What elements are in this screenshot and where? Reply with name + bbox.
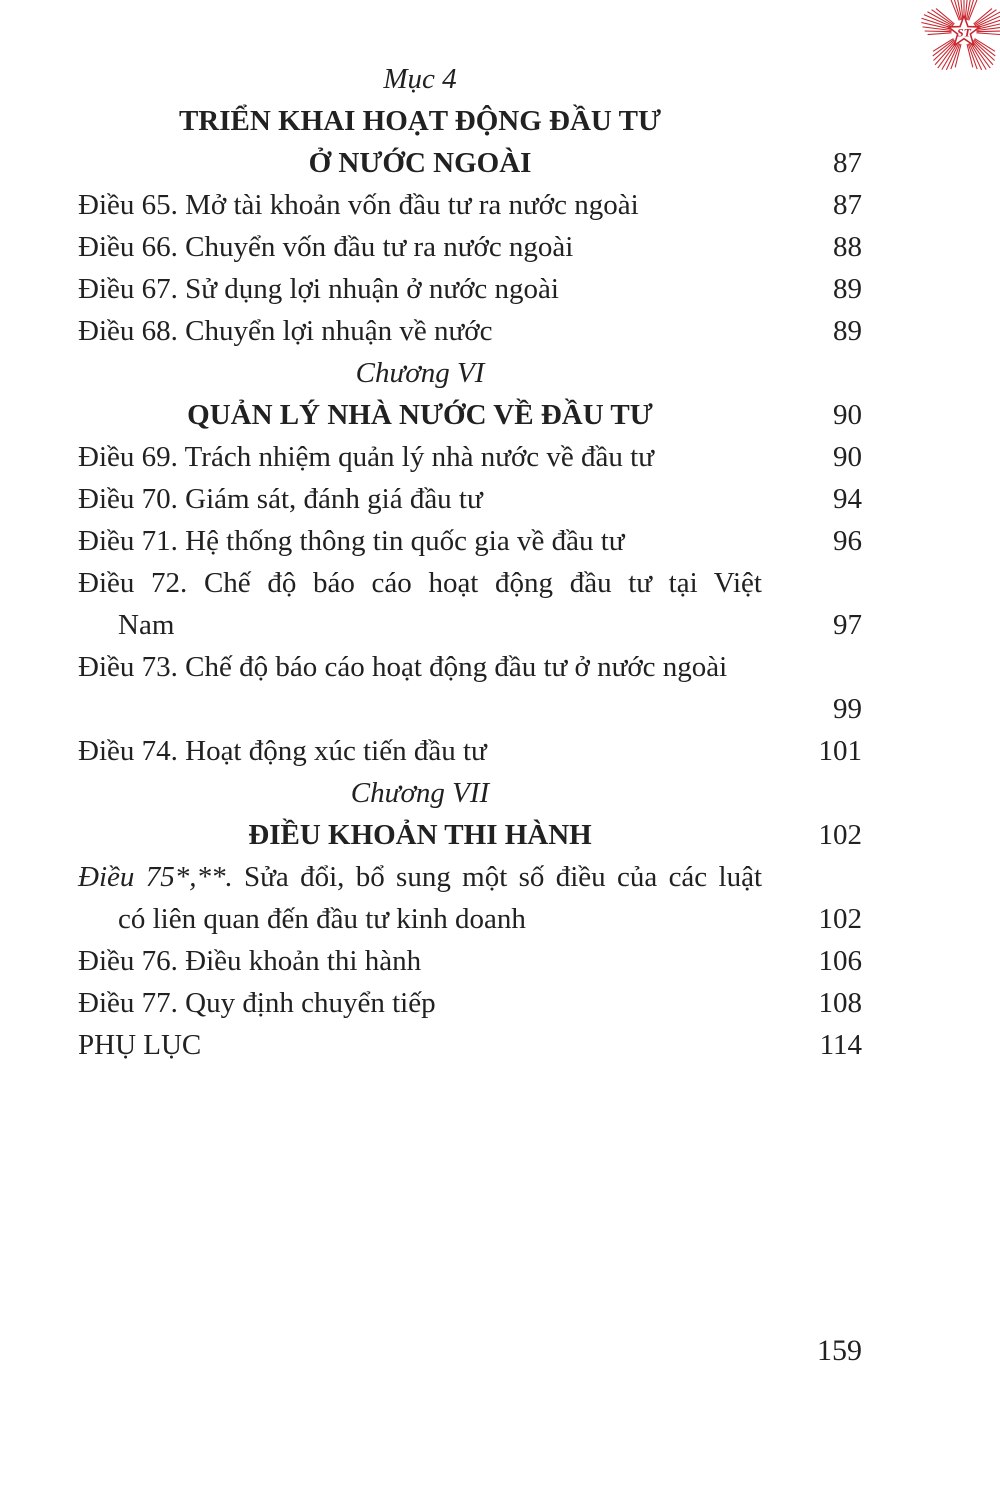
page-number: 87 — [833, 147, 862, 179]
page-number: 89 — [833, 315, 862, 347]
toc-chapter-label — [78, 772, 862, 814]
entry-text: Điều 67. Sử dụng lợi nhuận ở nước ngoài — [78, 273, 559, 305]
entry-text: Điều 68. Chuyển lợi nhuận về nước — [78, 315, 493, 347]
chapter-title-text: ĐIỀU KHOẢN THI HÀNH — [248, 819, 592, 851]
toc-entry — [78, 268, 862, 310]
entry-text: Điều 77. Quy định chuyển tiếp — [78, 987, 436, 1019]
toc-entry-wrapped — [78, 646, 862, 730]
entry-text: Điều 69. Trách nhiệm quản lý nhà nước về đầu tư — [78, 441, 654, 473]
toc-section-title — [78, 142, 862, 184]
toc-section-label — [78, 58, 862, 100]
entry-text-line2: có liên quan đến đầu tư kinh doanh — [118, 903, 526, 935]
toc-entry — [78, 982, 862, 1024]
page-number: 108 — [818, 987, 862, 1019]
entry-text-line1: Điều 72. Chế độ báo cáo hoạt động đầu tư tại Việt — [78, 567, 762, 599]
chapter-label-text: Chương VII — [350, 777, 490, 809]
toc-entry — [78, 940, 862, 982]
chapter-title-text: QUẢN LÝ NHÀ NƯỚC VỀ ĐẦU TƯ — [187, 399, 653, 431]
logo-monogram: ST — [956, 25, 972, 40]
page-number: 101 — [818, 735, 862, 767]
publisher-star-icon — [916, 0, 1000, 80]
page-number: 97 — [833, 609, 862, 641]
page-number: 90 — [833, 399, 862, 431]
page-number: 90 — [833, 441, 862, 473]
page-number: 87 — [833, 189, 862, 221]
chapter-label-text: Chương VI — [355, 357, 485, 389]
entry-text: Điều 65. Mở tài khoản vốn đầu tư ra nước ngoài — [78, 189, 639, 221]
toc-entry — [78, 730, 862, 772]
section-title-text: Ở NƯỚC NGOÀI — [308, 147, 532, 179]
section-title-text: TRIỂN KHAI HOẠT ĐỘNG ĐẦU TƯ — [178, 105, 662, 137]
page-number: 102 — [818, 903, 862, 935]
toc-entry-wrapped — [78, 856, 862, 940]
entry-text: Điều 70. Giám sát, đánh giá đầu tư — [78, 483, 483, 515]
toc-entry — [78, 184, 862, 226]
entry-text-line2: Nam — [118, 609, 175, 641]
entry-text-rest: Sửa đổi, bổ sung một số điều của các luật — [232, 861, 762, 893]
entry-text-line1 — [78, 856, 762, 898]
su-that-publisher-logo — [916, 0, 1000, 80]
page-number: 102 — [818, 819, 862, 851]
toc-chapter-title — [78, 814, 862, 856]
toc-section-title — [78, 100, 862, 142]
entry-text: PHỤ LỤC — [78, 1029, 202, 1061]
entry-text-line2 — [78, 688, 762, 730]
folio-page-number: 159 — [817, 1334, 862, 1367]
entry-text: Điều 76. Điều khoản thi hành — [78, 945, 422, 977]
toc-chapter-title — [78, 394, 862, 436]
toc-entry — [78, 1024, 862, 1066]
entry-text: Điều 66. Chuyển vốn đầu tư ra nước ngoài — [78, 231, 574, 263]
table-of-contents — [78, 58, 862, 1066]
page-number: 88 — [833, 231, 862, 263]
page-number: 106 — [818, 945, 862, 977]
page-number: 94 — [833, 483, 862, 515]
toc-entry — [78, 226, 862, 268]
toc-entry — [78, 520, 862, 562]
page-number: 114 — [819, 1029, 862, 1061]
toc-chapter-label — [78, 352, 862, 394]
page-number: 99 — [833, 693, 862, 725]
toc-entry — [78, 436, 862, 478]
section-label-text: Mục 4 — [383, 63, 457, 95]
toc-entry — [78, 310, 862, 352]
entry-article-lead: Điều 75*,**. — [78, 861, 233, 893]
entry-text: Điều 71. Hệ thống thông tin quốc gia về đầu tư — [78, 525, 625, 557]
toc-entry-wrapped — [78, 562, 862, 646]
entry-text-line1: Điều 73. Chế độ báo cáo hoạt động đầu tư ở nước ngoài — [78, 651, 728, 683]
page-number: 96 — [833, 525, 862, 557]
entry-text: Điều 74. Hoạt động xúc tiến đầu tư — [78, 735, 487, 767]
toc-entry — [78, 478, 862, 520]
page-number: 89 — [833, 273, 862, 305]
